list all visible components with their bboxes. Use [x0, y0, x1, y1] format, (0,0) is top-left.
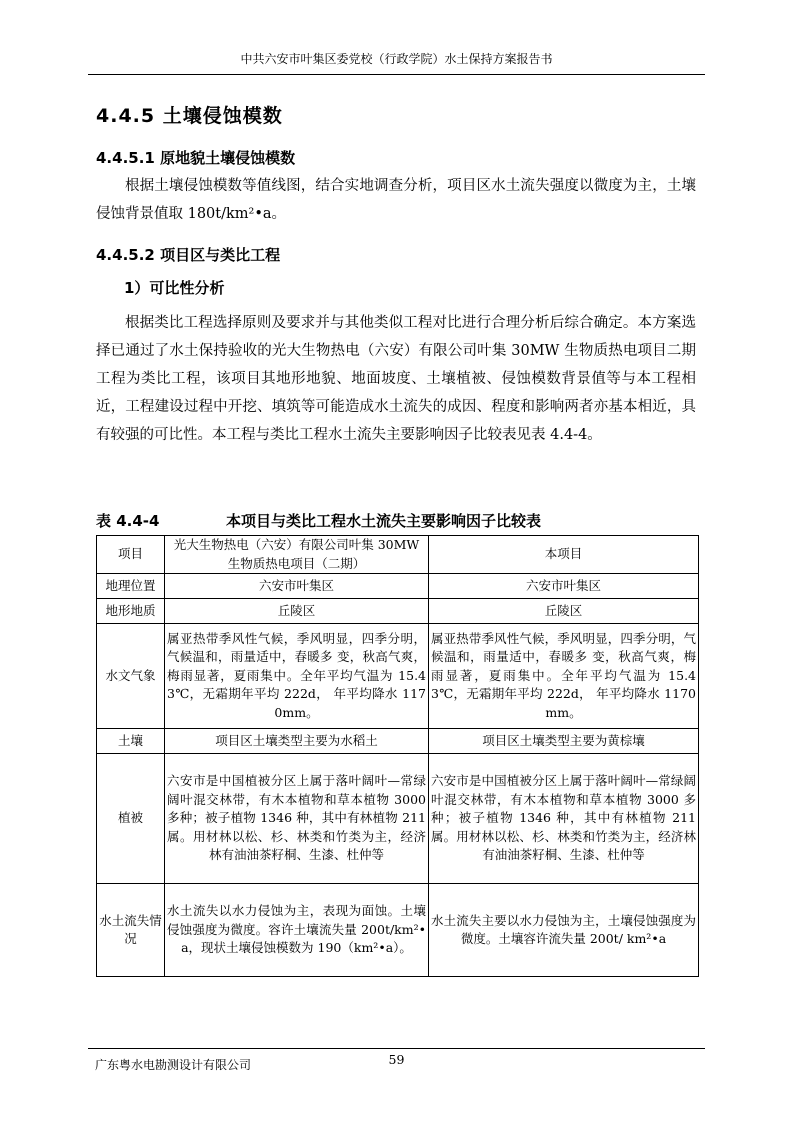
- table-row: [97, 624, 699, 729]
- paragraph-comparability: 根据类比工程选择原则及要求并与其他类似工程对比进行合理分析后综合确定。本方案选择已通过了水土保持验收的光大生物热电（六安）有限公司叶集 30MW 生物质热电项目二期工程为类比工程，该项目其地形地貌、地面坡度、土壤植被、侵蚀模数背景值等与本工程相近，工程建设过程中开挖、填筑等可能造成水土流失的成因、程度和影响两者亦基本相近，具有较强的可比性。本工程与类比工程水土流失主要影响因子比较表见表 4.4-4。: [96, 315, 696, 443]
- current-cell: 六安市叶集区: [429, 574, 699, 599]
- item-heading-comparability: 1）可比性分析: [124, 279, 225, 297]
- row-label: 地形地质: [97, 599, 165, 624]
- page-number: 59: [388, 1052, 405, 1067]
- table-header-row: [97, 536, 699, 574]
- analog-cell: 六安市叶集区: [165, 574, 429, 599]
- analog-cell: 丘陵区: [165, 599, 429, 624]
- table-caption: [96, 510, 696, 532]
- row-label: 地理位置: [97, 574, 165, 599]
- header-cell-this-project: 本项目: [429, 536, 699, 574]
- current-cell: 属亚热带季风性气候，季风明显，四季分明，气候温和，雨量适中，春暖多 变，秋高气爽，梅雨显著，夏雨集中。全年平均气温为 15.43℃，无霜期年平均 222d， 年平均降水 1170mm。: [429, 624, 699, 729]
- running-header: 中共六安市叶集区委党校（行政学院）水土保持方案报告书: [240, 52, 553, 66]
- current-cell: 项目区土壤类型主要为黄棕壤: [429, 729, 699, 754]
- table-row: [97, 754, 699, 884]
- row-label: 土壤: [97, 729, 165, 754]
- row-label: 水土流失情况: [97, 884, 165, 977]
- footer-company: 广东粤水电勘测设计有限公司: [95, 1058, 252, 1072]
- paragraph-erosion-background: 根据土壤侵蚀模数等值线图，结合实地调查分析，项目区水土流失强度以微度为主，土壤侵蚀背景值取 180t/km²•a。: [96, 178, 696, 222]
- analog-cell: 属亚热带季风性气候，季风明显，四季分明，气候温和，雨量适中，春暖多 变，秋高气爽，梅雨显著，夏雨集中。全年平均气温为 15.43℃，无霜期年平均 222d， 年平均降水 1170mm。: [165, 624, 429, 729]
- row-label: 植被: [97, 754, 165, 884]
- table-title: 本项目与类比工程水土流失主要影响因子比较表: [226, 512, 542, 530]
- row-label: 水文气象: [97, 624, 165, 729]
- table-number: 表 4.4-4: [96, 512, 160, 530]
- table-row: [97, 729, 699, 754]
- subsection-heading-1: 4.4.5.1 原地貌土壤侵蚀模数: [96, 149, 296, 167]
- section-heading: 4.4.5 土壤侵蚀模数: [96, 105, 283, 127]
- header-cell-analog-project: 光大生物热电（六安）有限公司叶集 30MW 生物质热电项目（二期）: [165, 536, 429, 574]
- current-cell: 水土流失主要以水力侵蚀为主，土壤侵蚀强度为微度。土壤容许流失量 200t/ km²•a: [429, 884, 699, 977]
- table-row: [97, 884, 699, 977]
- analog-cell: 六安市是中国植被分区上属于落叶阔叶—常绿阔叶混交林带，有木本植物和草本植物 3000 多种；被子植物 1346 种，其中有林植物 211 属。用材林以松、杉、林类和竹类为主，经济林有油油茶籽桐、生漆、杜仲等: [165, 754, 429, 884]
- footer-rule: [88, 1048, 705, 1049]
- current-cell: 丘陵区: [429, 599, 699, 624]
- subsection-heading-2: 4.4.5.2 项目区与类比工程: [96, 246, 281, 264]
- comparison-table: [96, 535, 699, 977]
- header-rule: [88, 74, 705, 75]
- current-cell: 六安市是中国植被分区上属于落叶阔叶—常绿阔叶混交林带，有木本植物和草本植物 3000 多种；被子植物 1346 种，其中有林植物 211 属。用材林以松、杉、林类和竹类为主，经济林有油油茶籽桐、生漆、杜仲等: [429, 754, 699, 884]
- analog-cell: 项目区土壤类型主要为水稻土: [165, 729, 429, 754]
- analog-cell: 水土流失以水力侵蚀为主，表现为面蚀。土壤侵蚀强度为微度。容许土壤流失量 200t/km²•a，现状土壤侵蚀模数为 190（km²•a）。: [165, 884, 429, 977]
- table-row: [97, 574, 699, 599]
- table-row: [97, 599, 699, 624]
- header-cell-item: 项目: [97, 536, 165, 574]
